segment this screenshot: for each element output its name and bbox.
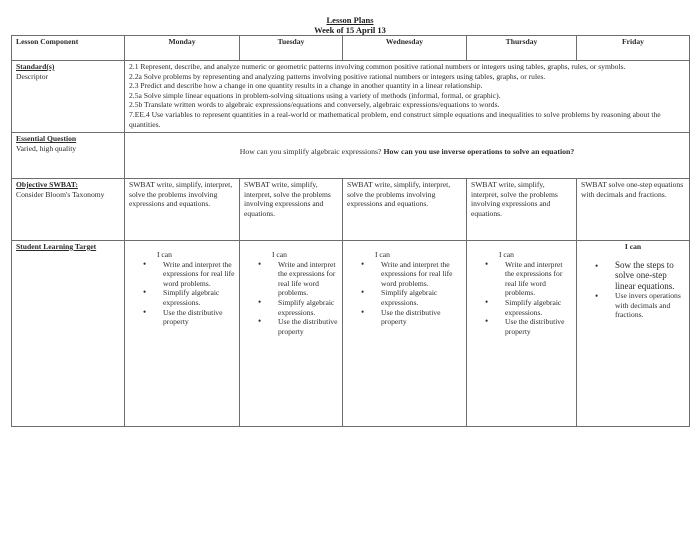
i-can-text: I can xyxy=(499,250,514,259)
target-item: • Write and interpret the expressions for real life word problems. xyxy=(129,260,235,289)
essential-question-content xyxy=(125,133,690,179)
header-wednesday: Wednesday xyxy=(343,36,467,61)
target-item: • Simplify algebraic expressions. xyxy=(129,288,235,307)
standards-row xyxy=(12,61,690,133)
standard-line: 2.1 Represent, describe, and analyze numeric or geometric patterns involving common positive rational numbers or integers using tables, graphs, rules, or symbols. xyxy=(129,62,626,71)
document-title-block xyxy=(0,15,700,35)
standard-line: 7.EE.4 Use variables to represent quantities in a real-world or mathematical problem, end construct simple equations and inequalities to solve problems by reasoning about the quantities. xyxy=(129,109,661,129)
standards-label: Standard(s) xyxy=(16,62,55,71)
target-list xyxy=(581,260,685,320)
header-monday: Monday xyxy=(125,36,240,61)
i-can-text: I can xyxy=(624,242,642,251)
target-list xyxy=(347,260,462,327)
objective-label-cell xyxy=(12,179,125,241)
document-title: Lesson Plans xyxy=(326,15,374,25)
header-lesson-component: Lesson Component xyxy=(12,36,125,61)
essential-question-sublabel: Varied, high quality xyxy=(16,143,77,153)
learning-target-row xyxy=(12,241,690,427)
essential-question-1: How can you simplify algebraic expressions? xyxy=(239,147,382,156)
essential-question-label-cell xyxy=(12,133,125,179)
target-item: • Write and interpret the expressions for real life word problems. xyxy=(471,260,572,298)
header-thursday: Thursday xyxy=(467,36,577,61)
learning-target-label: Student Learning Target xyxy=(16,242,97,251)
target-list xyxy=(471,260,572,337)
standards-label-cell xyxy=(12,61,125,133)
target-item: • Use the distributive property xyxy=(471,317,572,336)
target-item: • Write and interpret the expressions for real life word problems. xyxy=(347,260,462,289)
header-row xyxy=(12,36,690,61)
target-item: • Simplify algebraic expressions. xyxy=(244,298,338,317)
header-friday: Friday xyxy=(577,36,690,61)
target-list xyxy=(129,260,235,327)
standards-content xyxy=(125,61,690,133)
objective-tuesday: SWBAT write, simplify, interpret, solve the problems involving expressions and equations. xyxy=(240,179,343,241)
objective-thursday: SWBAT write, simplify, interpret, solve the problems involving expressions and equations. xyxy=(467,179,577,241)
essential-question-row xyxy=(12,133,690,179)
learning-target-monday xyxy=(125,241,240,427)
standard-line: 2.2a Solve problems by representing and analyzing patterns involving positive rational numbers or integers using tables, graphs, or rules. xyxy=(129,71,546,81)
i-can-text: I can xyxy=(157,250,172,259)
target-item: • Use the distributive property xyxy=(244,317,338,336)
learning-target-wednesday xyxy=(343,241,467,427)
learning-target-friday xyxy=(577,241,690,427)
essential-question-label: Essential Question xyxy=(16,134,77,143)
learning-target-thursday xyxy=(467,241,577,427)
learning-target-label-cell xyxy=(12,241,125,427)
standard-line: 2.5b Translate written words to algebraic expressions/equations and conversely, algebraic expressions/equations to words. xyxy=(129,100,500,110)
target-item: • Use invers operations with decimals and fractions. xyxy=(581,291,685,320)
essential-question-2: How can you use inverse operations to solve an equation? xyxy=(383,147,575,156)
i-can-text: I can xyxy=(272,250,287,259)
target-item: • Write and interpret the expressions for real life word problems. xyxy=(244,260,338,298)
lesson-plan-table xyxy=(11,35,690,427)
target-item: • Simplify algebraic expressions. xyxy=(471,298,572,317)
header-tuesday: Tuesday xyxy=(240,36,343,61)
objective-friday: SWBAT solve one-step equations with decimals and fractions. xyxy=(577,179,690,241)
learning-target-tuesday xyxy=(240,241,343,427)
standards-sublabel: Descriptor xyxy=(16,71,49,81)
objective-row xyxy=(12,179,690,241)
target-item: • Use the distributive property xyxy=(347,308,462,327)
target-list xyxy=(244,260,338,337)
objective-sublabel: Consider Bloom's Taxonomy xyxy=(16,189,105,199)
objective-wednesday: SWBAT write, simplify, interpret, solve the problems involving expressions and equations. xyxy=(343,179,467,241)
essential-question-text xyxy=(129,147,685,157)
target-item: • Use the distributive property xyxy=(129,308,235,327)
target-item: • Sow the steps to solve one-step linear equations. xyxy=(581,260,685,292)
target-item: • Simplify algebraic expressions. xyxy=(347,288,462,307)
objective-label: Objective SWBAT: xyxy=(16,180,78,189)
standard-line: 2.5a Solve simple linear equations in problem-solving situations using a variety of methods (informal, formal, or graphic). xyxy=(129,90,501,100)
i-can-text: I can xyxy=(375,250,390,259)
objective-monday: SWBAT write, simplify, interpret, solve the problems involving expressions and equations. xyxy=(125,179,240,241)
document-subtitle: Week of 15 April 13 xyxy=(314,25,386,35)
standard-line: 2.3 Predict and describe how a change in one quantity results in a change in another quantity in a linear relationship. xyxy=(129,81,483,91)
